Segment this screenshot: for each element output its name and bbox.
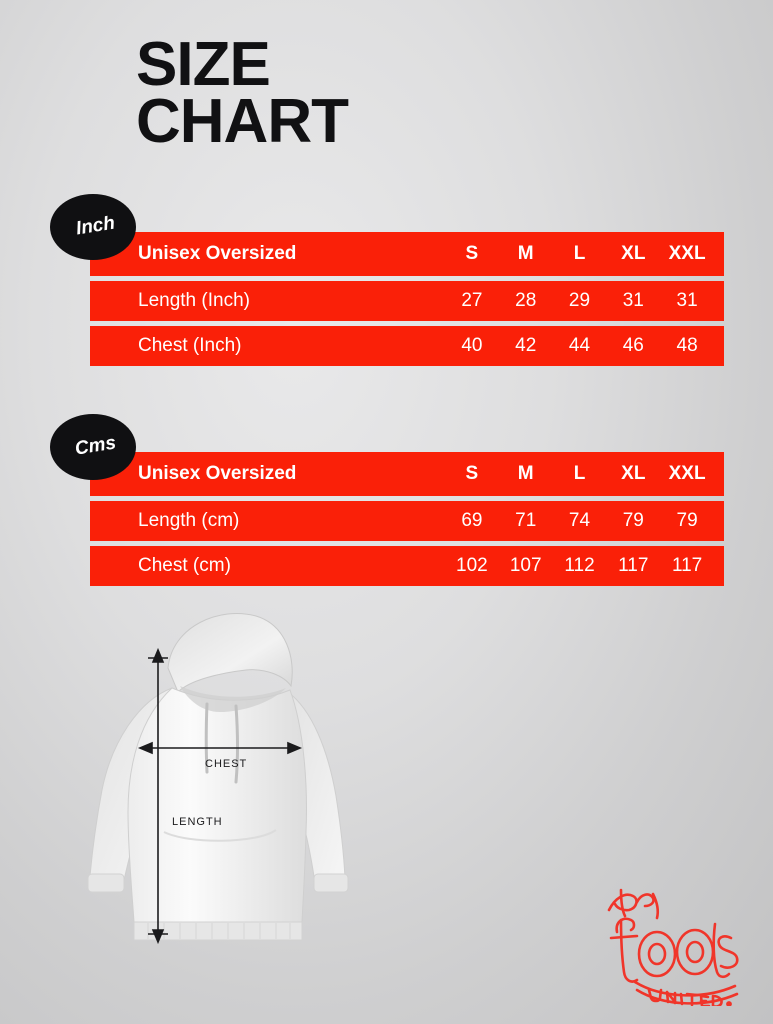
row-cells — [445, 290, 724, 312]
cell-l: 74 — [568, 510, 591, 531]
cell-m: 42 — [515, 335, 537, 356]
size-table-cms — [73, 432, 724, 591]
page-title-line-1: SIZE — [136, 30, 270, 99]
cell-xxl: 48 — [676, 335, 698, 356]
cell-s: 40 — [461, 335, 483, 356]
row-cells — [445, 335, 724, 357]
table-header-cells — [445, 463, 724, 485]
table-header-cells — [445, 243, 724, 265]
cell-m: 28 — [515, 290, 537, 311]
table-header-title: Unisex Oversized — [138, 463, 297, 484]
row-label: Chest (cm) — [138, 555, 231, 576]
column-header-xl: XL — [621, 243, 646, 264]
row-cells — [445, 510, 724, 532]
column-header-m: M — [517, 243, 534, 264]
column-header-xxl: XXL — [668, 463, 706, 484]
table-row — [90, 326, 724, 366]
row-label: Length (cm) — [138, 510, 240, 531]
size-table-inch — [74, 212, 724, 371]
brand-logo — [591, 876, 751, 1006]
unit-badge-cms — [50, 414, 136, 480]
cell-xxl: 117 — [671, 555, 703, 576]
table-row — [90, 501, 724, 541]
table-row — [90, 546, 724, 586]
row-label: Length (Inch) — [138, 290, 250, 311]
cell-s: 69 — [461, 510, 483, 531]
table-header-row — [90, 232, 724, 276]
cell-m: 71 — [515, 510, 537, 531]
table-row — [90, 281, 724, 321]
unit-badge-cms-label: Cms — [73, 432, 118, 460]
cell-l: 29 — [568, 290, 591, 311]
length-measurement-label: LENGTH — [172, 816, 223, 828]
column-header-l: L — [573, 463, 586, 484]
cell-xl: 46 — [622, 335, 644, 356]
unit-badge-inch — [50, 194, 136, 260]
hoodie-icon — [60, 600, 380, 990]
cell-l: 44 — [568, 335, 591, 356]
column-header-xl: XL — [621, 463, 646, 484]
page-title — [136, 30, 348, 157]
hoodie-illustration — [60, 600, 380, 990]
cell-xl: 117 — [618, 555, 649, 576]
column-header-m: M — [517, 463, 534, 484]
cell-l: 112 — [564, 555, 595, 576]
chest-measurement-label: CHEST — [205, 758, 248, 770]
row-cells — [445, 555, 724, 577]
cell-xxl: 31 — [676, 290, 698, 311]
fools-united-logo-icon — [591, 876, 751, 1006]
cell-s: 27 — [461, 290, 483, 311]
column-header-xxl: XXL — [668, 243, 706, 264]
row-label: Chest (Inch) — [138, 335, 242, 356]
column-header-l: L — [573, 243, 586, 264]
table-header-row — [90, 452, 724, 496]
column-header-s: S — [465, 463, 479, 484]
table-header-title: Unisex Oversized — [138, 243, 297, 264]
cell-xl: 31 — [622, 290, 644, 311]
column-header-s: S — [465, 243, 479, 264]
cell-xl: 79 — [622, 510, 644, 531]
unit-badge-inch-label: Inch — [74, 212, 117, 240]
cell-xxl: 79 — [676, 510, 698, 531]
page-title-line-2: CHART — [136, 87, 348, 157]
cell-m: 107 — [509, 555, 542, 576]
cell-s: 102 — [456, 555, 488, 576]
